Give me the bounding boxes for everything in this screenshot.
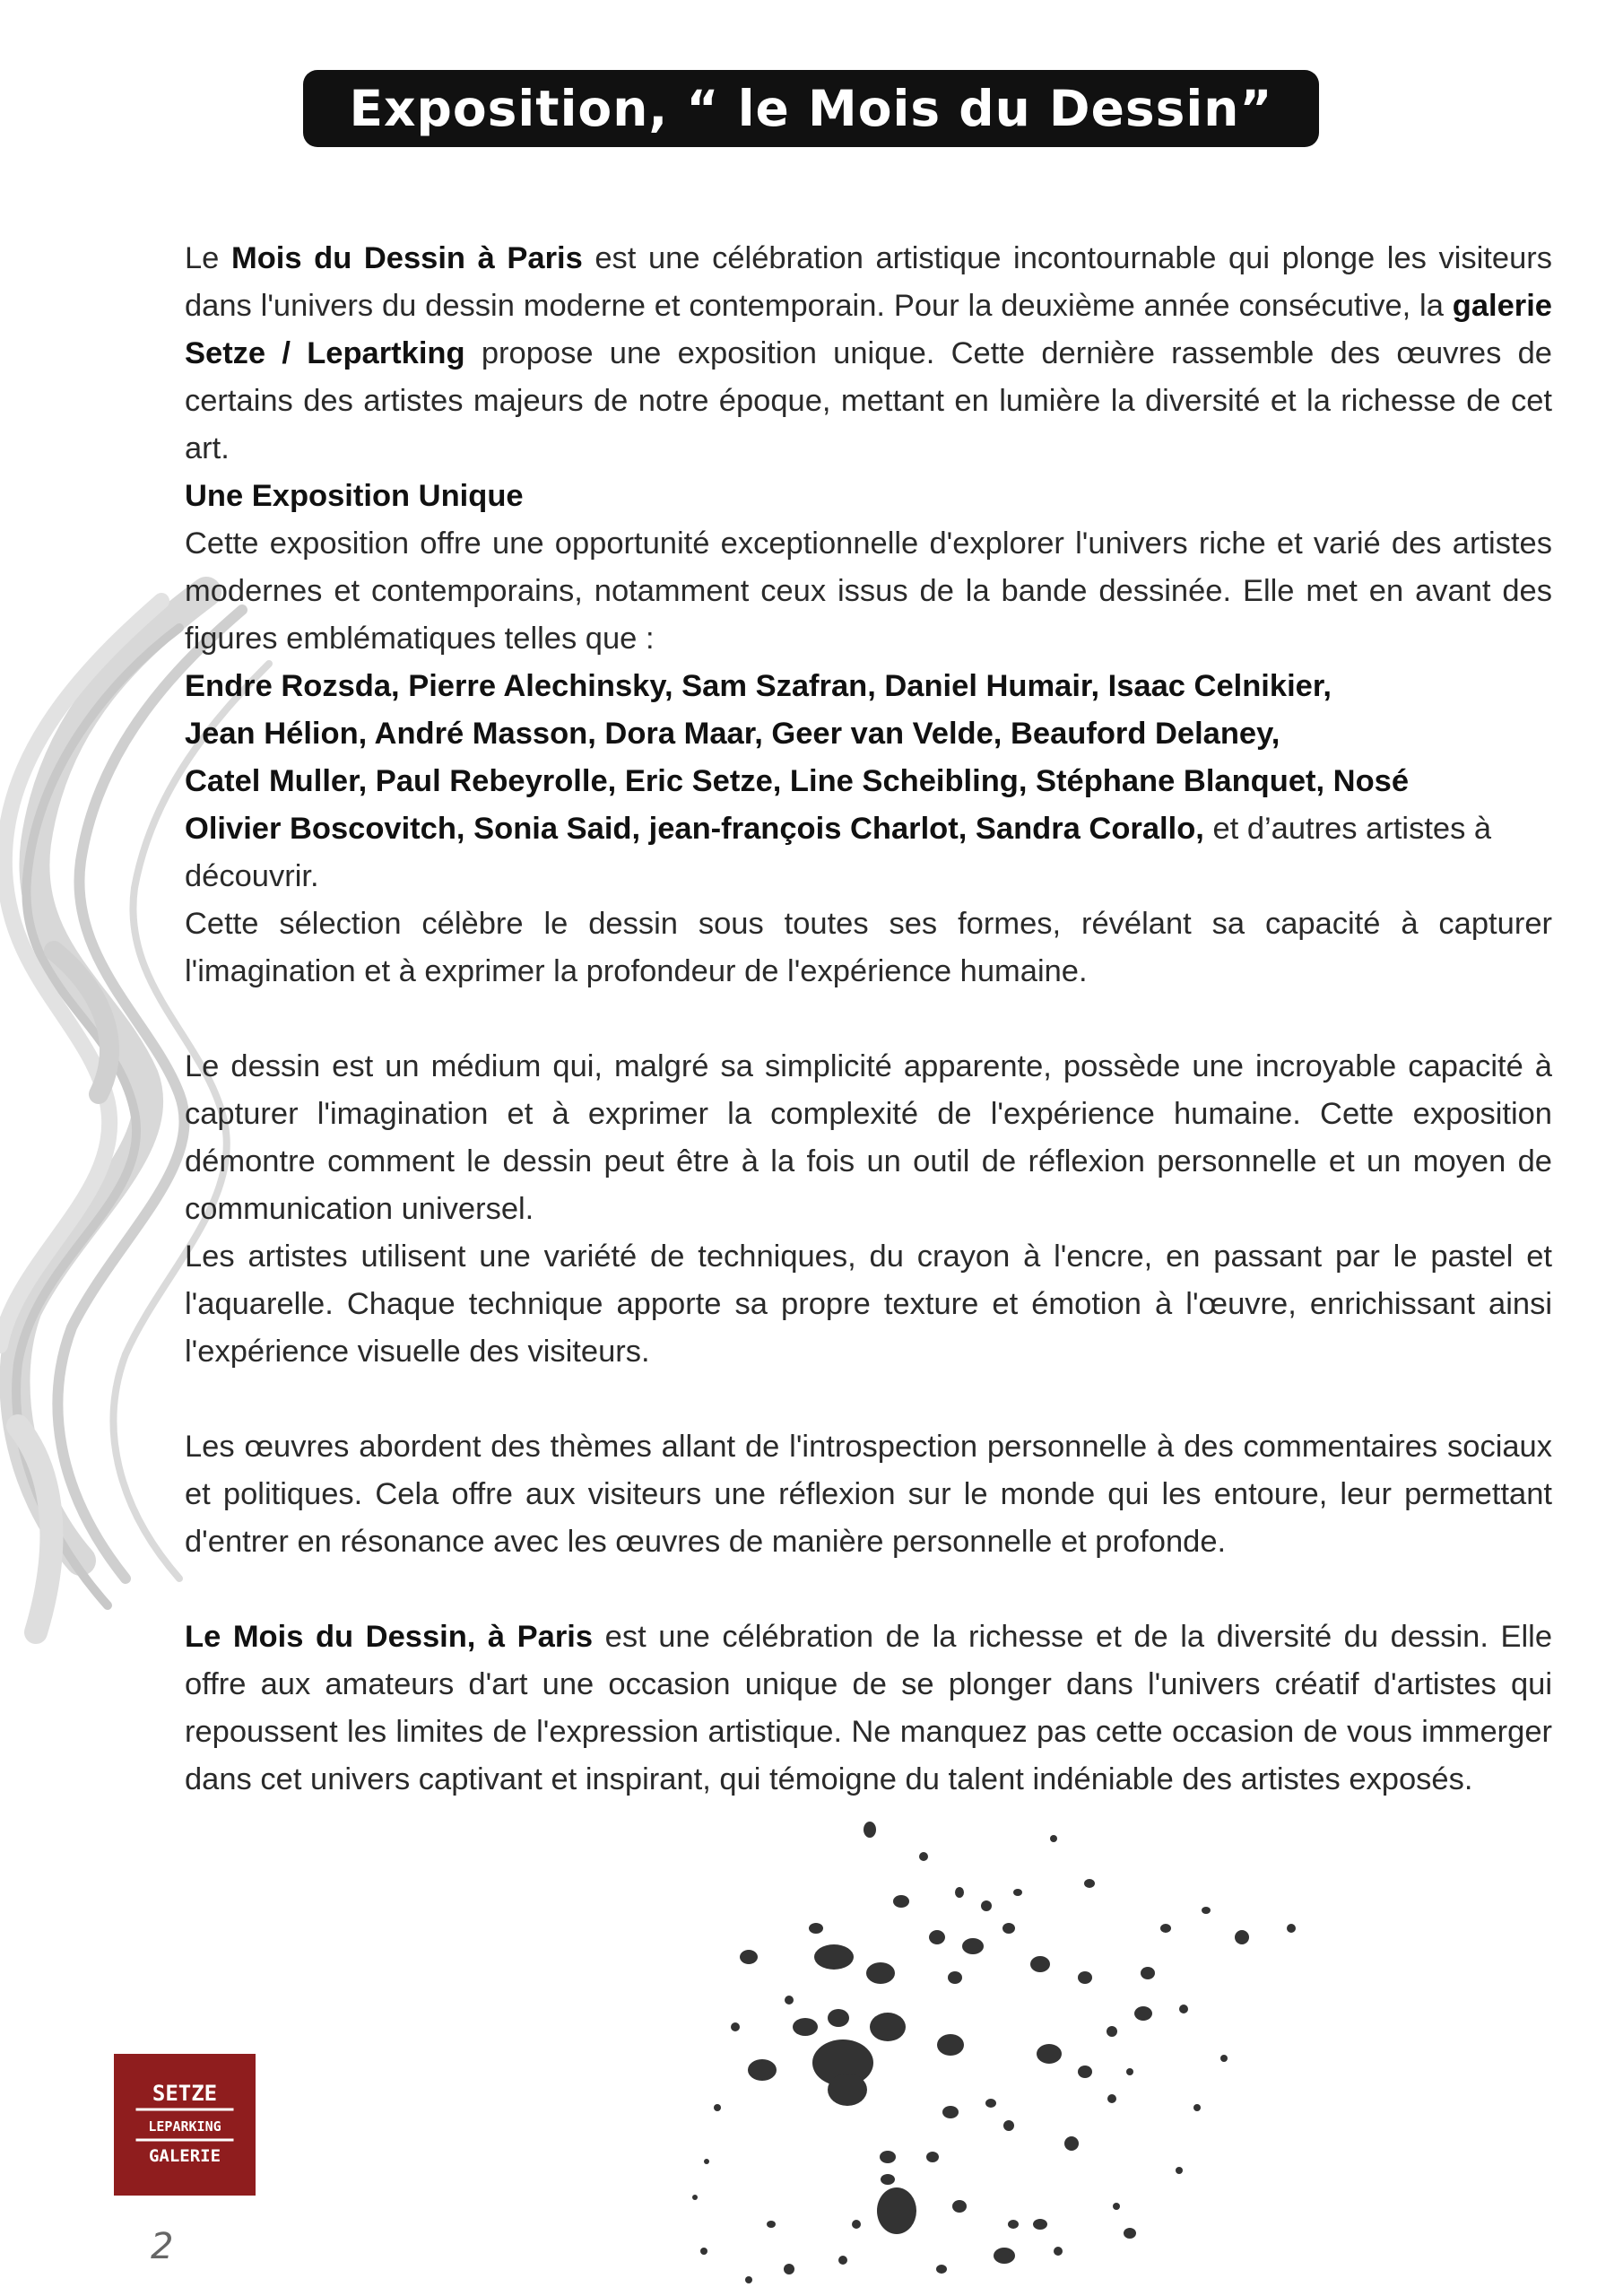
selection-paragraph: Cette sélection célèbre le dessin sous toutes ses formes, révélant sa capacité à capturer l'imagination et à exprimer la profondeur de l'expérience humaine. — [185, 907, 1552, 988]
artist-line: Endre Rozsda, Pierre Alechinsky, Sam Szafran, Daniel Humair, Isaac Celnikier, — [185, 669, 1332, 703]
exhibition-paragraph: Cette exposition offre une opportunité exceptionnelle d'explorer l'univers riche et varié des artistes modernes et contemporains, notamment ceux issus de la bande dessinée. Elle met en avant des figures emblématiques telles que : — [185, 526, 1552, 656]
ink-splatter-decoration — [664, 1803, 1309, 2296]
intro-bold-event: Mois du Dessin à Paris — [230, 241, 583, 275]
intro-bold-gallery: galerie Setze / Lepartking — [185, 289, 1552, 370]
intro-paragraph — [185, 235, 1552, 473]
title-banner — [303, 70, 1319, 147]
logo-line-3: GALERIE — [148, 2146, 221, 2166]
section-subheading — [185, 473, 1552, 520]
closing-text: est une célébration de la richesse et de la diversité du dessin. Elle offre aux amateurs d'art une occasion unique de se plonger dans l'univers créatif d'artistes qui repoussent les limites de l'expression artistique. Ne manquez pas cette occasion de vous immerger dans cet univers captivant et inspirant, qui témoigne du talent indéniable des artistes exposés. — [185, 1620, 1553, 1796]
gallery-logo — [114, 2054, 256, 2196]
article-body — [185, 235, 1552, 1804]
artist-list — [185, 663, 1552, 900]
page-title: Exposition, “ le Mois du Dessin” — [349, 80, 1273, 137]
artist-line: Catel Muller, Paul Rebeyrolle, Eric Setze, Line Scheibling, Stéphane Blanquet, Nosé — [185, 764, 1410, 798]
intro-text-2: est une célébration artistique incontournable qui plonge les visiteurs dans l'univers du dessin moderne et contemporain. Pour la deuxième année consécutive, la — [185, 241, 1552, 323]
artist-line — [185, 805, 1552, 900]
closing-paragraph — [185, 1613, 1552, 1804]
gallery-logo-mark — [114, 2054, 256, 2196]
subheading-text: Une Exposition Unique — [185, 479, 524, 513]
medium-paragraph: Le dessin est un médium qui, malgré sa simplicité apparente, possède une incroyable capacité à capturer l'imagination et à exprimer la complexité de l'expérience humaine. Cette exposition démontre comment le dessin peut être à la fois un outil de réflexion personnelle et un moyen de communication universel. — [185, 1049, 1552, 1226]
logo-line-1: SETZE — [152, 2081, 218, 2106]
artist-list-tail: et d’autres artistes à découvrir. — [185, 812, 1492, 893]
intro-text-3: propose une exposition unique. Cette dernière rassemble des œuvres de certains des artistes majeurs de notre époque, mettant en lumière la diversité et la richesse de cet art. — [185, 336, 1552, 465]
logo-line-2: LEPARKING — [148, 2118, 221, 2135]
artist-line-last: Olivier Boscovitch, Sonia Said, jean-françois Charlot, Sandra Corallo, — [185, 812, 1204, 846]
techniques-paragraph: Les artistes utilisent une variété de techniques, du crayon à l'encre, en passant par le pastel et l'aquarelle. Chaque technique apporte sa propre texture et émotion à l'œuvre, enrichissant ainsi l'expérience visuelle des visiteurs. — [185, 1239, 1552, 1369]
page-number: 2 — [151, 2226, 174, 2267]
intro-text-1: Le — [185, 241, 231, 275]
themes-paragraph: Les œuvres abordent des thèmes allant de l'introspection personnelle à des commentaires sociaux et politiques. Cela offre aux visiteurs une réflexion sur le monde qui les entoure, leur permettant d'entrer en résonance avec les œuvres de manière personnelle et profonde. — [185, 1430, 1552, 1559]
artist-line: Jean Hélion, André Masson, Dora Maar, Geer van Velde, Beauford Delaney, — [185, 717, 1280, 751]
closing-bold-event: Le Mois du Dessin, à Paris — [185, 1620, 594, 1654]
